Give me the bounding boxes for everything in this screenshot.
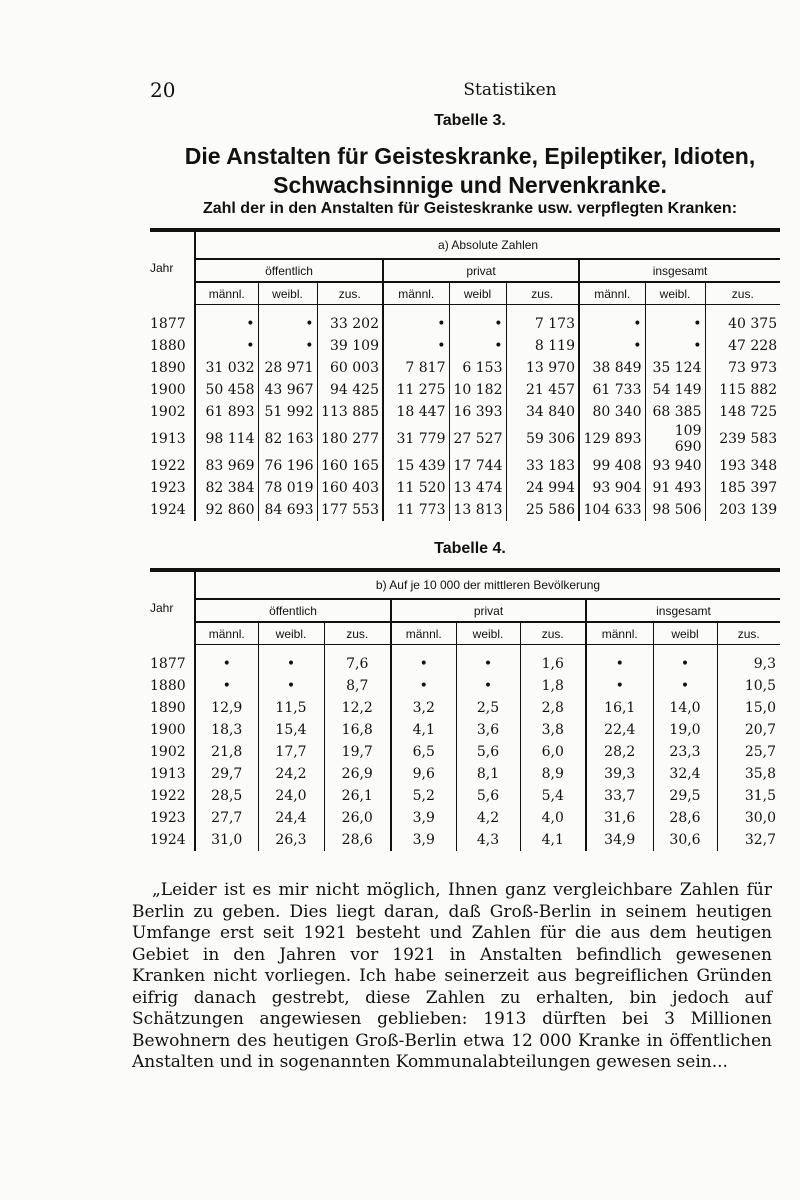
value-cell: • bbox=[383, 313, 449, 335]
table-row bbox=[150, 675, 780, 697]
value-cell: • bbox=[391, 675, 456, 697]
year-cell: 1880 bbox=[150, 338, 186, 354]
value-cell: • bbox=[456, 653, 520, 675]
value-cell: • bbox=[586, 675, 653, 697]
value-cell: 8,1 bbox=[456, 763, 520, 785]
value-cell: • bbox=[258, 675, 324, 697]
value-cell: 68 385 bbox=[645, 401, 705, 423]
year-cell: 1913 bbox=[150, 431, 186, 447]
value-cell: • bbox=[195, 335, 258, 357]
value-cell: 31 779 bbox=[383, 423, 449, 455]
value-cell: 31 032 bbox=[195, 357, 258, 379]
year-cell: 1924 bbox=[150, 832, 186, 848]
value-cell: 3,8 bbox=[520, 719, 586, 741]
value-cell: • bbox=[653, 675, 717, 697]
column-header: zus. bbox=[717, 622, 780, 645]
value-cell: 2,8 bbox=[520, 697, 586, 719]
value-cell: 8,7 bbox=[324, 675, 391, 697]
value-cell: • bbox=[449, 313, 506, 335]
table-row bbox=[150, 379, 780, 401]
value-cell: 25,7 bbox=[717, 741, 780, 763]
column-header: männl. bbox=[383, 282, 449, 305]
value-cell: 35 124 bbox=[645, 357, 705, 379]
value-cell: 32,7 bbox=[717, 829, 780, 851]
value-cell: 92 860 bbox=[195, 499, 258, 521]
value-cell: 59 306 bbox=[506, 423, 579, 455]
year-cell: 1923 bbox=[150, 480, 186, 496]
value-cell: 26,1 bbox=[324, 785, 391, 807]
value-cell: 28,2 bbox=[586, 741, 653, 763]
value-cell: 26,9 bbox=[324, 763, 391, 785]
value-cell: 33,7 bbox=[586, 785, 653, 807]
value-cell: • bbox=[195, 675, 258, 697]
value-cell: 9,3 bbox=[717, 653, 780, 675]
value-cell: • bbox=[449, 335, 506, 357]
value-cell: 80 340 bbox=[579, 401, 645, 423]
table-row bbox=[150, 763, 780, 785]
value-cell: 31,6 bbox=[586, 807, 653, 829]
value-cell: 98 114 bbox=[195, 423, 258, 455]
value-cell: 13 813 bbox=[449, 499, 506, 521]
year-cell: 1902 bbox=[150, 744, 186, 760]
value-cell: 82 384 bbox=[195, 477, 258, 499]
column-header: weibl. bbox=[258, 622, 324, 645]
value-cell: 84 693 bbox=[258, 499, 317, 521]
value-cell: 61 733 bbox=[579, 379, 645, 401]
value-cell: 73 973 bbox=[705, 357, 780, 379]
value-cell: 115 882 bbox=[705, 379, 780, 401]
value-cell: • bbox=[645, 335, 705, 357]
value-cell: 82 163 bbox=[258, 423, 317, 455]
value-cell: 5,2 bbox=[391, 785, 456, 807]
value-cell: 11 773 bbox=[383, 499, 449, 521]
value-cell: 129 893 bbox=[579, 423, 645, 455]
value-cell: • bbox=[258, 335, 317, 357]
value-cell: 24,2 bbox=[258, 763, 324, 785]
year-cell: 1900 bbox=[150, 722, 186, 738]
table-row bbox=[150, 785, 780, 807]
table-row bbox=[150, 357, 780, 379]
value-cell: 12,2 bbox=[324, 697, 391, 719]
spacer-row bbox=[150, 645, 780, 654]
table-row bbox=[150, 477, 780, 499]
table4 bbox=[150, 568, 780, 851]
value-cell: 78 019 bbox=[258, 477, 317, 499]
value-cell: 4,3 bbox=[456, 829, 520, 851]
column-header: weibl bbox=[449, 282, 506, 305]
value-cell: 11 275 bbox=[383, 379, 449, 401]
value-cell: 29,7 bbox=[195, 763, 258, 785]
value-cell: 4,0 bbox=[520, 807, 586, 829]
value-cell: 3,9 bbox=[391, 829, 456, 851]
value-cell: 180 277 bbox=[317, 423, 383, 455]
value-cell: 91 493 bbox=[645, 477, 705, 499]
value-cell: 160 165 bbox=[317, 455, 383, 477]
value-cell: 28,5 bbox=[195, 785, 258, 807]
column-header: zus. bbox=[506, 282, 579, 305]
value-cell: 24 994 bbox=[506, 477, 579, 499]
value-cell: 10 182 bbox=[449, 379, 506, 401]
year-cell: 1913 bbox=[150, 766, 186, 782]
value-cell: 98 506 bbox=[645, 499, 705, 521]
year-cell: 1890 bbox=[150, 700, 186, 716]
table3 bbox=[150, 228, 780, 521]
value-cell: 25 586 bbox=[506, 499, 579, 521]
value-cell: 35,8 bbox=[717, 763, 780, 785]
value-cell: 28,6 bbox=[653, 807, 717, 829]
column-header: zus. bbox=[705, 282, 780, 305]
value-cell: • bbox=[645, 313, 705, 335]
value-cell: 148 725 bbox=[705, 401, 780, 423]
value-cell: 9,6 bbox=[391, 763, 456, 785]
year-cell: 1877 bbox=[150, 316, 186, 332]
value-cell: 4,1 bbox=[391, 719, 456, 741]
value-cell: 104 633 bbox=[579, 499, 645, 521]
value-cell: 4,2 bbox=[456, 807, 520, 829]
value-cell: 33 202 bbox=[317, 313, 383, 335]
column-header: weibl. bbox=[645, 282, 705, 305]
page-header bbox=[150, 78, 790, 102]
value-cell: 61 893 bbox=[195, 401, 258, 423]
value-cell: 193 348 bbox=[705, 455, 780, 477]
value-cell: 6 153 bbox=[449, 357, 506, 379]
column-header: zus. bbox=[520, 622, 586, 645]
value-cell: 31,5 bbox=[717, 785, 780, 807]
column-header: zus. bbox=[324, 622, 391, 645]
value-cell: 33 183 bbox=[506, 455, 579, 477]
value-cell: 10,5 bbox=[717, 675, 780, 697]
value-cell: 13 970 bbox=[506, 357, 579, 379]
value-cell: 50 458 bbox=[195, 379, 258, 401]
value-cell: 24,0 bbox=[258, 785, 324, 807]
value-cell: • bbox=[391, 653, 456, 675]
value-cell: 43 967 bbox=[258, 379, 317, 401]
running-title: Statistiken bbox=[463, 80, 557, 100]
value-cell: 3,9 bbox=[391, 807, 456, 829]
value-cell: 7 817 bbox=[383, 357, 449, 379]
year-cell: 1922 bbox=[150, 458, 186, 474]
year-cell: 1923 bbox=[150, 810, 186, 826]
value-cell: 4,1 bbox=[520, 829, 586, 851]
year-cell: 1924 bbox=[150, 502, 186, 518]
table3-title: Die Anstalten für Geisteskranke, Epileptiker, Idioten, Schwachsinnige und Nervenkranke. bbox=[184, 143, 756, 198]
value-cell: 83 969 bbox=[195, 455, 258, 477]
table-row bbox=[150, 719, 780, 741]
value-cell: 11 520 bbox=[383, 477, 449, 499]
table-row bbox=[150, 335, 780, 357]
value-cell: 6,0 bbox=[520, 741, 586, 763]
value-cell: 177 553 bbox=[317, 499, 383, 521]
value-cell: 6,5 bbox=[391, 741, 456, 763]
value-cell: 17 744 bbox=[449, 455, 506, 477]
value-cell: 15,0 bbox=[717, 697, 780, 719]
value-cell: 1,6 bbox=[520, 653, 586, 675]
section-header: a) Absolute Zahlen bbox=[195, 230, 780, 259]
table3-subtitle: Zahl der in den Anstalten für Geisteskranke usw. verpflegten Kranken: bbox=[202, 200, 738, 217]
value-cell: • bbox=[258, 653, 324, 675]
table-row bbox=[150, 653, 780, 675]
jahr-header: Jahr bbox=[150, 230, 195, 305]
value-cell: 93 904 bbox=[579, 477, 645, 499]
value-cell: • bbox=[195, 313, 258, 335]
value-cell: 94 425 bbox=[317, 379, 383, 401]
value-cell: 27 527 bbox=[449, 423, 506, 455]
value-cell: 38 849 bbox=[579, 357, 645, 379]
value-cell: 39 109 bbox=[317, 335, 383, 357]
value-cell: 23,3 bbox=[653, 741, 717, 763]
table-row bbox=[150, 697, 780, 719]
value-cell: 7,6 bbox=[324, 653, 391, 675]
value-cell: • bbox=[195, 653, 258, 675]
group-header: privat bbox=[383, 259, 579, 282]
quote-paragraph bbox=[132, 880, 772, 1074]
year-cell: 1900 bbox=[150, 382, 186, 398]
table4-label: Tabelle 4. bbox=[434, 540, 506, 557]
value-cell: • bbox=[579, 313, 645, 335]
jahr-header: Jahr bbox=[150, 570, 195, 645]
group-header: öffentlich bbox=[195, 599, 391, 622]
value-cell: 15 439 bbox=[383, 455, 449, 477]
year-cell: 1922 bbox=[150, 788, 186, 804]
table-row bbox=[150, 401, 780, 423]
table-row bbox=[150, 313, 780, 335]
group-header: privat bbox=[391, 599, 586, 622]
table-row bbox=[150, 741, 780, 763]
page-number: 20 bbox=[150, 78, 176, 102]
section-header: b) Auf je 10 000 der mittleren Bevölkerung bbox=[195, 570, 780, 599]
table-row bbox=[150, 829, 780, 851]
value-cell: 26,3 bbox=[258, 829, 324, 851]
value-cell: 5,6 bbox=[456, 741, 520, 763]
value-cell: 15,4 bbox=[258, 719, 324, 741]
column-header: männl. bbox=[579, 282, 645, 305]
value-cell: 2,5 bbox=[456, 697, 520, 719]
value-cell: 76 196 bbox=[258, 455, 317, 477]
value-cell: 20,7 bbox=[717, 719, 780, 741]
column-header: weibl. bbox=[258, 282, 317, 305]
group-header: insgesamt bbox=[586, 599, 780, 622]
table-row bbox=[150, 499, 780, 521]
column-header: weibl. bbox=[456, 622, 520, 645]
value-cell: 47 228 bbox=[705, 335, 780, 357]
value-cell: 8,9 bbox=[520, 763, 586, 785]
value-cell: 7 173 bbox=[506, 313, 579, 335]
table-row bbox=[150, 807, 780, 829]
value-cell: 3,6 bbox=[456, 719, 520, 741]
value-cell: 26,0 bbox=[324, 807, 391, 829]
year-cell: 1902 bbox=[150, 404, 186, 420]
value-cell: 5,4 bbox=[520, 785, 586, 807]
value-cell: 34 840 bbox=[506, 401, 579, 423]
column-header: männl. bbox=[391, 622, 456, 645]
column-header: männl. bbox=[586, 622, 653, 645]
year-cell: 1880 bbox=[150, 678, 186, 694]
value-cell: 60 003 bbox=[317, 357, 383, 379]
value-cell: • bbox=[258, 313, 317, 335]
value-cell: 54 149 bbox=[645, 379, 705, 401]
value-cell: 29,5 bbox=[653, 785, 717, 807]
year-cell: 1890 bbox=[150, 360, 186, 376]
year-cell: 1877 bbox=[150, 656, 186, 672]
value-cell: 18 447 bbox=[383, 401, 449, 423]
value-cell: • bbox=[456, 675, 520, 697]
value-cell: 1,8 bbox=[520, 675, 586, 697]
value-cell: 185 397 bbox=[705, 477, 780, 499]
table-row bbox=[150, 423, 780, 455]
value-cell: 11,5 bbox=[258, 697, 324, 719]
value-cell: 40 375 bbox=[705, 313, 780, 335]
value-cell: 113 885 bbox=[317, 401, 383, 423]
value-cell: 18,3 bbox=[195, 719, 258, 741]
value-cell: 30,6 bbox=[653, 829, 717, 851]
table3-label: Tabelle 3. bbox=[434, 112, 506, 129]
value-cell: 93 940 bbox=[645, 455, 705, 477]
value-cell: 109 690 bbox=[645, 423, 705, 455]
value-cell: 12,9 bbox=[195, 697, 258, 719]
value-cell: 22,4 bbox=[586, 719, 653, 741]
value-cell: 13 474 bbox=[449, 477, 506, 499]
value-cell: 28,6 bbox=[324, 829, 391, 851]
value-cell: 16,8 bbox=[324, 719, 391, 741]
spacer-row bbox=[150, 305, 780, 314]
value-cell: • bbox=[586, 653, 653, 675]
value-cell: 34,9 bbox=[586, 829, 653, 851]
value-cell: 5,6 bbox=[456, 785, 520, 807]
value-cell: 17,7 bbox=[258, 741, 324, 763]
value-cell: 28 971 bbox=[258, 357, 317, 379]
quote-text: „Leider ist es mir nicht möglich, Ihnen ganz vergleichbare Zahlen für Berlin zu geben. Dies liegt daran, daß Groß-Berlin in seinem heutigen Umfange erst seit 1921 besteht und Zahlen für die aus dem heutigen Gebiet in den Jahren vor 1921 in Anstalten befindlich gewesenen Kranken nicht vorliegen. Ich habe seinerzeit aus begreiflichen Gründen eifrig danach gestrebt, diese Zahlen zu erhalten, bin jedoch auf Schätzungen angewiesen geblieben: 1913 dürften bei 3 Millionen Bewohnern des heutigen Groß-Berlin etwa 12 000 Kranke in öffentlichen Anstalten und in sogenannten Kommunalabteilungen gewesen sein... bbox=[132, 880, 772, 1072]
column-header: weibl bbox=[653, 622, 717, 645]
value-cell: 239 583 bbox=[705, 423, 780, 455]
value-cell: 27,7 bbox=[195, 807, 258, 829]
value-cell: 30,0 bbox=[717, 807, 780, 829]
value-cell: 21 457 bbox=[506, 379, 579, 401]
value-cell: 19,0 bbox=[653, 719, 717, 741]
value-cell: 19,7 bbox=[324, 741, 391, 763]
value-cell: • bbox=[579, 335, 645, 357]
value-cell: 31,0 bbox=[195, 829, 258, 851]
value-cell: 14,0 bbox=[653, 697, 717, 719]
value-cell: 51 992 bbox=[258, 401, 317, 423]
value-cell: 39,3 bbox=[586, 763, 653, 785]
group-header: insgesamt bbox=[579, 259, 780, 282]
value-cell: 8 119 bbox=[506, 335, 579, 357]
column-header: männl. bbox=[195, 622, 258, 645]
value-cell: 24,4 bbox=[258, 807, 324, 829]
value-cell: 3,2 bbox=[391, 697, 456, 719]
value-cell: 99 408 bbox=[579, 455, 645, 477]
value-cell: 160 403 bbox=[317, 477, 383, 499]
value-cell: 32,4 bbox=[653, 763, 717, 785]
column-header: zus. bbox=[317, 282, 383, 305]
value-cell: 16 393 bbox=[449, 401, 506, 423]
value-cell: 16,1 bbox=[586, 697, 653, 719]
value-cell: 203 139 bbox=[705, 499, 780, 521]
value-cell: • bbox=[383, 335, 449, 357]
value-cell: • bbox=[653, 653, 717, 675]
group-header: öffentlich bbox=[195, 259, 383, 282]
value-cell: 21,8 bbox=[195, 741, 258, 763]
column-header: männl. bbox=[195, 282, 258, 305]
table-row bbox=[150, 455, 780, 477]
